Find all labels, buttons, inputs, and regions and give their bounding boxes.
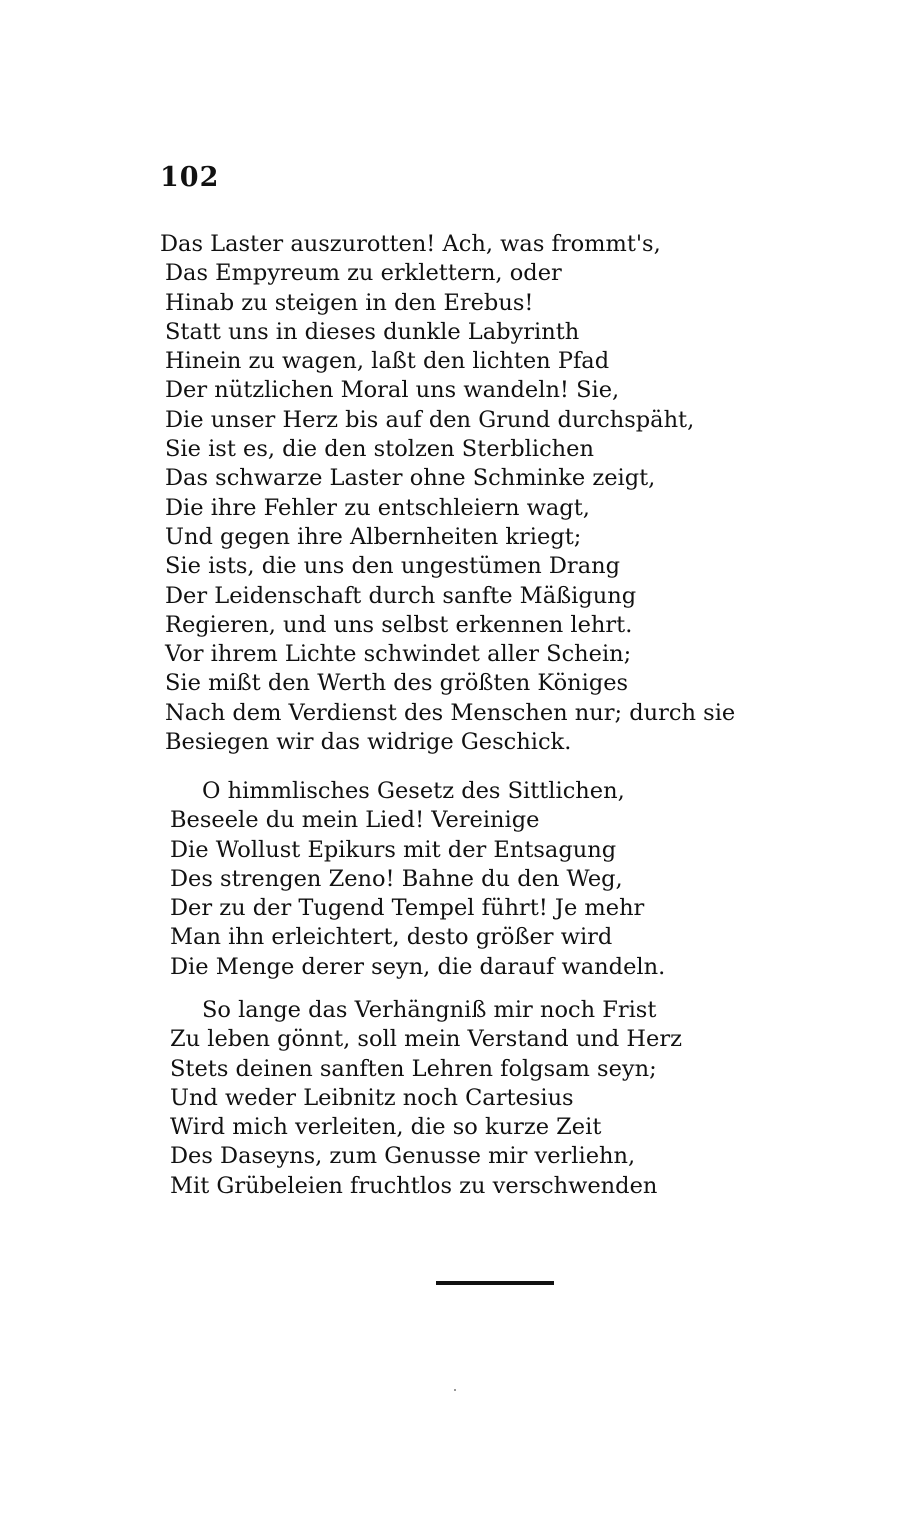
poem-line: Die unser Herz bis auf den Grund durchspäht, (165, 406, 695, 433)
section-divider-rule (436, 1281, 554, 1285)
poem-line: Das schwarze Laster ohne Schminke zeigt, (165, 465, 656, 492)
poem-line: Vor ihrem Lichte schwindet aller Schein; (165, 641, 632, 668)
poem-line: Sie ists, die uns den ungestümen Drang (165, 553, 620, 580)
poem-line: Sie mißt den Werth des größten Königes (165, 670, 629, 697)
stanza-3 (160, 996, 780, 1201)
poem-line: Man ihn erleichtert, desto größer wird (170, 924, 613, 951)
poem-line: Der zu der Tugend Tempel führt! Je mehr (170, 895, 645, 922)
poem-line: Beseele du mein Lied! Vereinige (170, 807, 540, 834)
poem-line: Hinab zu steigen in den Erebus! (165, 289, 534, 316)
poem-line: Sie ist es, die den stolzen Sterblichen (165, 436, 594, 463)
stanza-2 (160, 777, 780, 982)
poem-line: Stets deinen sanften Lehren folgsam seyn; (170, 1055, 657, 1082)
poem-line: Der Leidenschaft durch sanfte Mäßigung (165, 582, 637, 609)
poem-line: Die ihre Fehler zu entschleiern wagt, (165, 494, 590, 521)
poem-line: Hinein zu wagen, laßt den lichten Pfad (165, 348, 610, 375)
poem-line: Das Empyreum zu erklettern, oder (165, 260, 562, 287)
print-speck (454, 1389, 456, 1391)
poem-line: Und weder Leibnitz noch Cartesius (170, 1084, 574, 1111)
poem-line: Das Laster auszurotten! Ach, was frommt's, (160, 231, 661, 257)
page-number: 102 (160, 162, 220, 193)
poem-line: Der nützlichen Moral uns wandeln! Sie, (165, 377, 620, 404)
poem-line: Des Daseyns, zum Genusse mir verliehn, (170, 1143, 636, 1170)
poem-line: Des strengen Zeno! Bahne du den Weg, (170, 865, 623, 892)
poem-line: Besiegen wir das widrige Geschick. (165, 729, 572, 756)
poem-line: Mit Grübeleien fruchtlos zu verschwenden (170, 1172, 658, 1199)
poem-line: Zu leben gönnt, soll mein Verstand und Herz (170, 1026, 682, 1053)
poem-line: Statt uns in dieses dunkle Labyrinth (165, 318, 580, 345)
poem-line: Und gegen ihre Albernheiten kriegt; (165, 523, 582, 550)
poem-line: Regieren, und uns selbst erkennen lehrt. (165, 611, 633, 638)
poem-line: O himmlisches Gesetz des Sittlichen, (202, 778, 625, 804)
poem-line: Die Wollust Epikurs mit der Entsagung (170, 836, 617, 863)
poem-line: So lange das Verhängniß mir noch Frist (202, 997, 657, 1023)
poem-line: Wird mich verleiten, die so kurze Zeit (170, 1114, 602, 1141)
poem-line: Nach dem Verdienst des Menschen nur; durch sie (165, 699, 736, 726)
stanza-1 (160, 230, 780, 757)
poem-line: Die Menge derer seyn, die darauf wandeln. (170, 953, 666, 980)
